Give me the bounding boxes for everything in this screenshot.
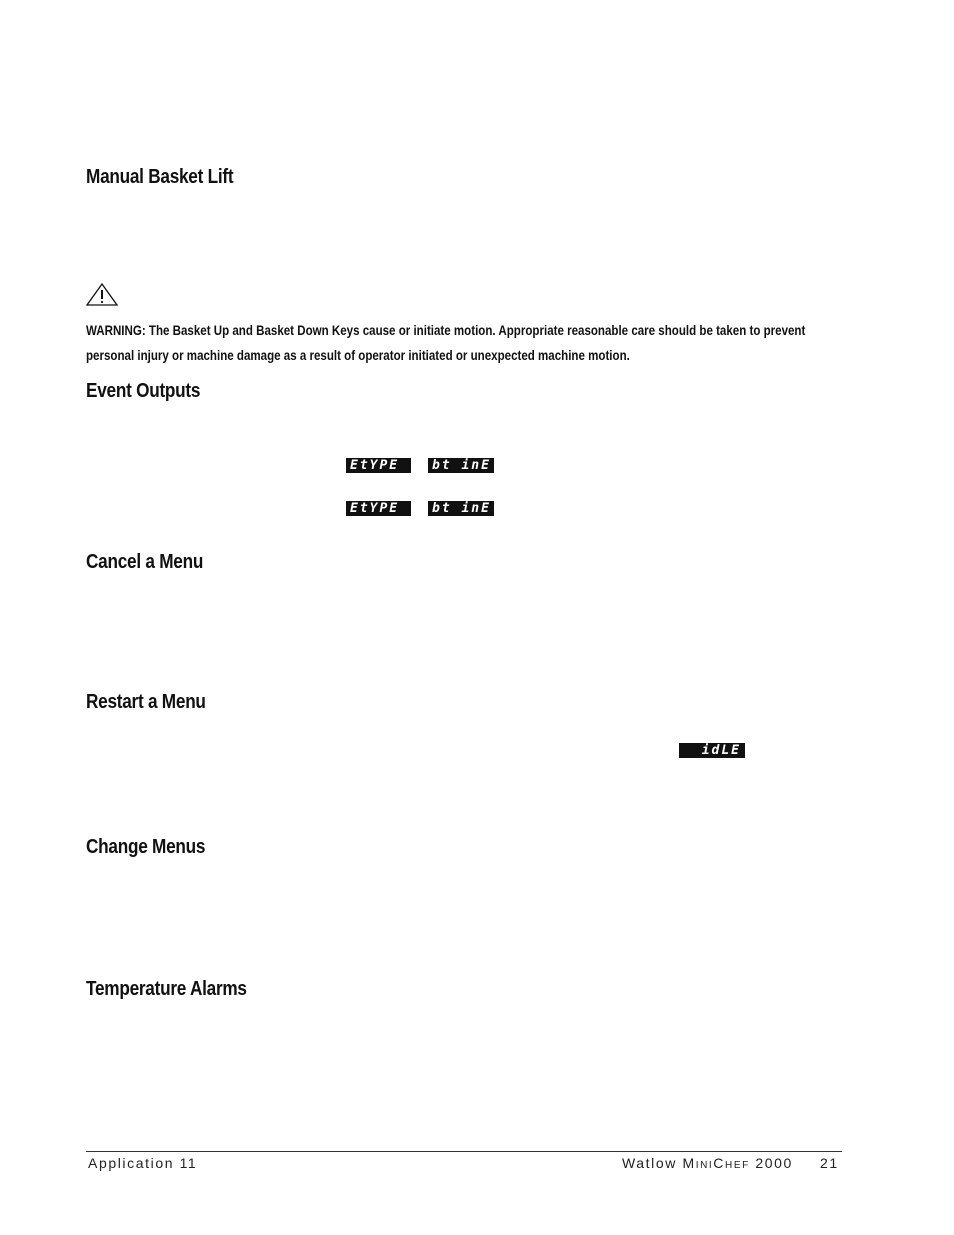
heading-restart-a-menu: Restart a Menu	[86, 691, 206, 713]
footer-product-name	[622, 1155, 793, 1171]
footer-section-label: Application 11	[88, 1155, 198, 1171]
lcd-display-etype: EtYPE	[346, 458, 411, 473]
warning-triangle-icon	[86, 282, 120, 306]
heading-cancel-a-menu: Cancel a Menu	[86, 551, 204, 573]
warning-text: WARNING: The Basket Up and Basket Down Keys cause or initiate motion. Appropriate reasonable care should be taken to prevent personal injury or machine damage as a result of operator initiated or unexpected machine motion.	[86, 323, 806, 363]
lcd-display-etype: EtYPE	[346, 501, 411, 516]
lcd-display-btine: bt inE	[428, 458, 494, 473]
footer-rule	[86, 1151, 842, 1152]
heading-change-menus: Change Menus	[86, 836, 206, 858]
lcd-display-idle: idLE	[679, 743, 745, 758]
footer-brand-name: MiniChef	[682, 1155, 750, 1171]
heading-event-outputs: Event Outputs	[86, 380, 201, 402]
footer-brand-prefix: Watlow	[622, 1155, 683, 1171]
footer-brand-suffix: 2000	[749, 1155, 793, 1171]
heading-manual-basket-lift: Manual Basket Lift	[86, 166, 234, 188]
footer-page-number: 21	[820, 1155, 839, 1171]
lcd-display-btine: bt inE	[428, 501, 494, 516]
heading-temperature-alarms: Temperature Alarms	[86, 978, 247, 1000]
